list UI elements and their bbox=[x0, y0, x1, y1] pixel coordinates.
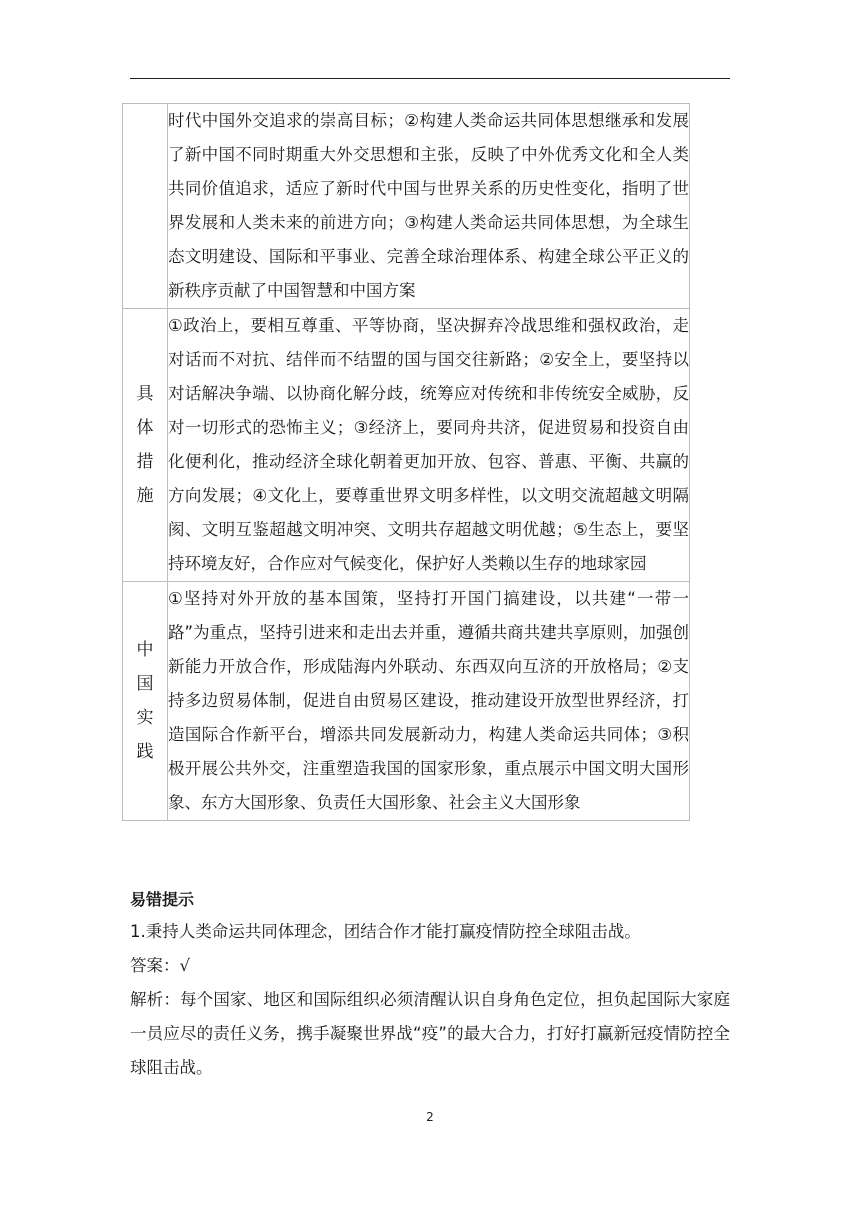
page-number: 2 bbox=[426, 1110, 434, 1124]
row-text: ①坚持对外开放的基本国策，坚持打开国门搞建设，以共建“一带一路”为重点，坚持引进来和走出去并重，遵循共商共建共享原则，加强创新能力开放合作，形成陆海内外联动、东西双向互济的开放格局；②支持多边贸易体制，促进自由贸易区建设，推动建设开放型世界经济，打造国际合作新平台，增添共同发展新动力，构建人类命运共同体；③积极开展公共外交，注重塑造我国的国家形象，重点展示中国文明大国形象、东方大国形象、负责任大国形象、社会主义大国形象 bbox=[168, 582, 690, 821]
label-char: 具 bbox=[136, 384, 154, 404]
label-char: 国 bbox=[136, 674, 154, 694]
label-char: 措 bbox=[136, 452, 154, 472]
tip-analysis: 解析：每个国家、地区和国际组织必须清醒认识自身角色定位，担负起国际大家庭一员应尽的责任义务，携手凝聚世界战“疫”的最大合力，打好打赢新冠疫情防控全球阻击战。 bbox=[130, 990, 730, 1077]
header-rule bbox=[130, 78, 730, 79]
row-text: 时代中国外交追求的崇高目标；②构建人类命运共同体思想继承和发展了新中国不同时期重大外交思想和主张，反映了中外优秀文化和全人类共同价值追求，适应了新时代中国与世界关系的历史性变化，指明了世界发展和人类未来的前进方向；③构建人类命运共同体思想，为全球生态文明建设、国际和平事业、完善全球治理体系、构建全球公平正义的新秩序贡献了中国智慧和中国方案 bbox=[168, 104, 690, 309]
tip-answer: 答案：√ bbox=[130, 956, 191, 975]
tip-question: 1.秉持人类命运共同体理念，团结合作才能打赢疫情防控全球阻击战。 bbox=[130, 922, 641, 941]
row-label-china-practice bbox=[123, 582, 168, 821]
label-char: 实 bbox=[136, 708, 154, 728]
row-label-empty bbox=[123, 104, 168, 309]
table-row bbox=[123, 582, 690, 821]
tips-title: 易错提示 bbox=[130, 890, 195, 909]
label-char: 践 bbox=[136, 742, 154, 762]
content-table bbox=[122, 103, 690, 821]
table-row bbox=[123, 309, 690, 582]
label-char: 体 bbox=[136, 418, 154, 438]
error-tips-section bbox=[130, 885, 730, 1085]
row-label-specific-measures bbox=[123, 309, 168, 582]
label-char: 中 bbox=[136, 640, 154, 660]
label-char: 施 bbox=[136, 486, 154, 506]
table-row bbox=[123, 104, 690, 309]
row-text: ①政治上，要相互尊重、平等协商，坚决摒弃冷战思维和强权政治，走对话而不对抗、结伴而不结盟的国与国交往新路；②安全上，要坚持以对话解决争端、以协商化解分歧，统筹应对传统和非传统安全威胁，反对一切形式的恐怖主义；③经济上，要同舟共济，促进贸易和投资自由化便利化，推动经济全球化朝着更加开放、包容、普惠、平衡、共赢的方向发展；④文化上，要尊重世界文明多样性，以文明交流超越文明隔阂、文明互鉴超越文明冲突、文明共存超越文明优越；⑤生态上，要坚持环境友好，合作应对气候变化，保护好人类赖以生存的地球家园 bbox=[168, 309, 690, 582]
